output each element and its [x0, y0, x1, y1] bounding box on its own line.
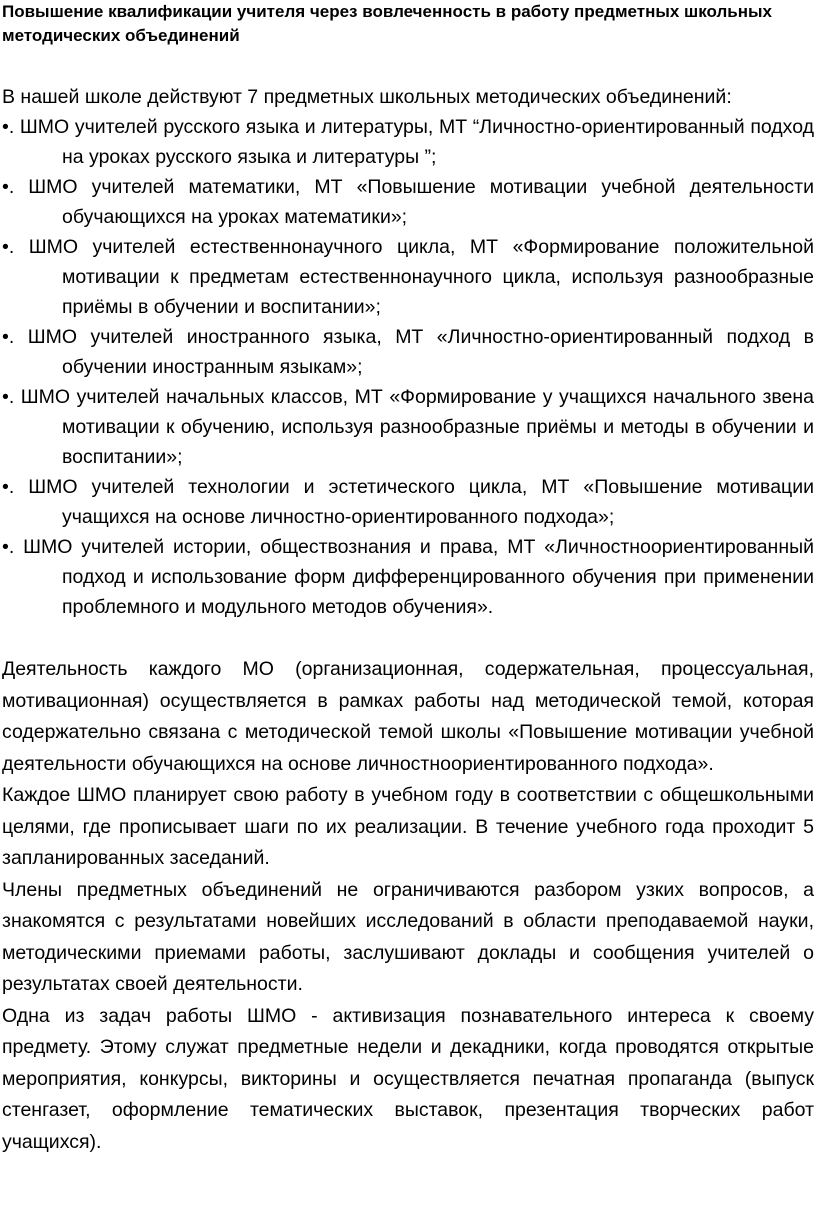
- shmo-item-text: ШМО учителей истории, обществознания и права, МТ «Личностноориентированный подход и использование форм дифференцированного обучения при применении проблемного и модульного методов обучения».: [23, 536, 814, 618]
- shmo-list: [2, 112, 814, 622]
- bullet-marker: •.: [2, 476, 15, 498]
- intro-paragraph: В нашей школе действуют 7 предметных школьных методических объединений:: [2, 86, 732, 108]
- shmo-item-text: ШМО учителей технологии и эстетического цикла, МТ «Повышение мотивации учащихся на основе личностно-ориентированного подхода»;: [28, 476, 814, 528]
- bullet-marker: •.: [2, 536, 15, 558]
- shmo-item-text: ШМО учителей иностранного языка, МТ «Личностно-ориентированный подход в обучении иностранным языкам»;: [27, 326, 814, 378]
- shmo-list-item: [2, 322, 814, 382]
- shmo-list-item: [2, 172, 814, 232]
- shmo-list-item: [2, 382, 814, 472]
- shmo-list-item: [2, 112, 814, 172]
- bullet-marker: •.: [2, 326, 15, 348]
- shmo-list-item: [2, 232, 814, 322]
- body-paragraph: Каждое ШМО планирует свою работу в учебном году в соответствии с общешкольными целями, где прописывает шаги по их реализации. В течение учебного года проходит 5 запланированных заседаний.: [2, 784, 814, 869]
- bullet-marker: •.: [2, 236, 15, 258]
- shmo-item-text: ШМО учителей естественнонаучного цикла, МТ «Формирование положительной мотивации к предметам естественнонаучного цикла, используя разнообразные приёмы в обучении и воспитании»;: [28, 236, 814, 318]
- body-paragraph: Члены предметных объединений не ограничиваются разбором узких вопросов, а знакомятся с результатами новейших исследований в области преподаваемой науки, методическими приемами работы, заслушивают доклады и сообщения учителей о результатах своей деятельности.: [2, 878, 814, 995]
- shmo-list-item: [2, 532, 814, 622]
- bullet-marker: •.: [2, 116, 15, 138]
- shmo-item-text: ШМО учителей математики, МТ «Повышение мотивации учебной деятельности обучающихся на уроках математики»;: [28, 176, 814, 228]
- shmo-item-text: ШМО учителей начальных классов, МТ «Формирование у учащихся начального звена мотивации к обучению, используя разнообразные приёмы и методы в обучении и воспитании»;: [20, 386, 814, 468]
- bullet-marker: •.: [2, 176, 15, 198]
- bullet-marker: •.: [2, 386, 15, 408]
- body-paragraph: Одна из задач работы ШМО - активизация познавательного интереса к своему предмету. Этому служат предметные недели и декадники, когда проводятся открытые мероприятия, конкурсы, викторины и осуществляется печатная пропаганда (выпуск стенгазет, оформление тематических выставок, презентация творческих работ учащихся).: [2, 1004, 814, 1153]
- shmo-item-text: ШМО учителей русского языка и литературы, МТ “Личностно-ориентированный подход на уроках русского языка и литературы ”;: [19, 116, 814, 168]
- body-paragraph: Деятельность каждого МО (организационная, содержательная, процессуальная, мотивационная) осуществляется в рамках работы над методической темой, которая содержательно связана с методической темой школы «Повышение мотивации учебной деятельности обучающихся на основе личностноориентированного подхода».: [2, 658, 814, 775]
- shmo-list-item: [2, 472, 814, 532]
- document-title: Повышение квалификации учителя через вовлеченность в работу предметных школьных методических объединений: [2, 2, 772, 45]
